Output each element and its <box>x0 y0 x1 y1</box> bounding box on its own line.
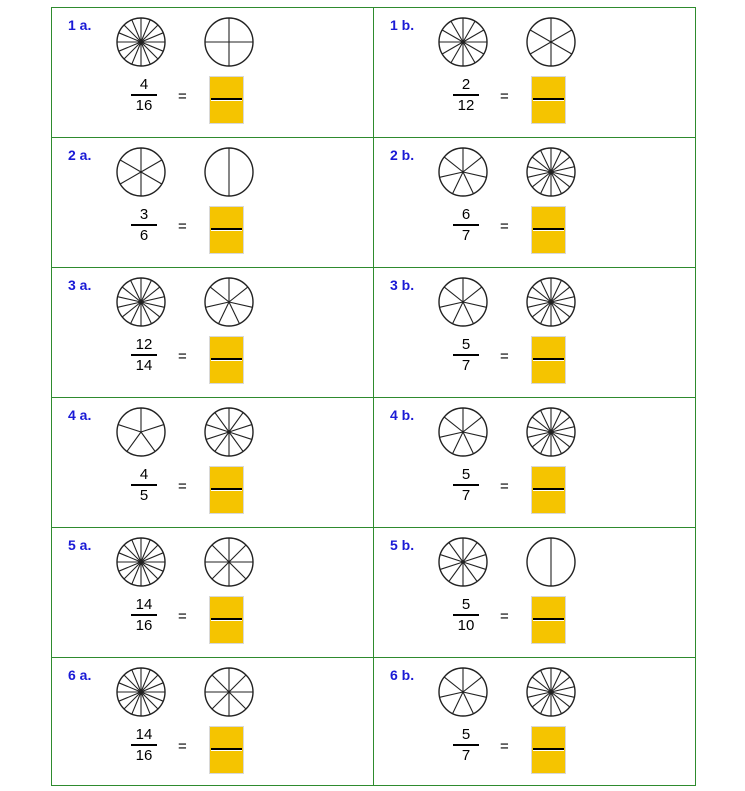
fraction-denominator: 6 <box>139 226 149 244</box>
problem-label: 3 a. <box>68 277 92 293</box>
given-fraction <box>450 76 482 114</box>
fraction-bar <box>453 484 479 486</box>
problem-label: 3 b. <box>390 277 415 293</box>
fraction-numerator: 14 <box>135 726 153 743</box>
given-fraction <box>450 726 482 764</box>
answer-input-box[interactable] <box>209 76 244 124</box>
fraction-numerator: 5 <box>461 726 471 743</box>
equals-sign: = <box>178 218 187 235</box>
answer-fraction-bar <box>533 748 564 751</box>
equals-sign: = <box>500 348 509 365</box>
target-wheel-icon <box>525 536 577 588</box>
fraction-numerator: 14 <box>135 596 153 613</box>
answer-input-box[interactable] <box>531 336 566 384</box>
fraction-denominator: 16 <box>135 96 153 114</box>
fraction-numerator: 5 <box>461 336 471 353</box>
fraction-numerator: 4 <box>139 466 149 483</box>
equals-sign: = <box>500 478 509 495</box>
fraction-wheel-icon <box>115 666 167 718</box>
answer-input-box[interactable] <box>531 76 566 124</box>
fraction-worksheet <box>51 7 696 786</box>
fraction-numerator: 12 <box>135 336 153 353</box>
problem-label: 6 a. <box>68 667 92 683</box>
fraction-denominator: 7 <box>461 356 471 374</box>
target-wheel-icon <box>525 146 577 198</box>
problem-label: 1 a. <box>68 17 92 33</box>
problem-label: 2 a. <box>68 147 92 163</box>
fraction-wheel-icon <box>437 276 489 328</box>
problem-cell <box>374 138 695 268</box>
problem-cell <box>52 8 374 138</box>
answer-fraction-bar <box>211 228 242 231</box>
fraction-bar <box>453 614 479 616</box>
fraction-denominator: 7 <box>461 486 471 504</box>
problem-label: 1 b. <box>390 17 415 33</box>
answer-fraction-bar <box>533 618 564 621</box>
answer-input-box[interactable] <box>209 596 244 644</box>
fraction-wheel-icon <box>437 16 489 68</box>
answer-input-box[interactable] <box>209 206 244 254</box>
fraction-bar <box>131 614 157 616</box>
equals-sign: = <box>500 88 509 105</box>
fraction-bar <box>453 224 479 226</box>
fraction-numerator: 5 <box>461 466 471 483</box>
fraction-bar <box>131 94 157 96</box>
answer-fraction-bar <box>211 618 242 621</box>
fraction-numerator: 4 <box>139 76 149 93</box>
target-wheel-icon <box>203 406 255 458</box>
answer-input-box[interactable] <box>531 206 566 254</box>
fraction-bar <box>453 354 479 356</box>
answer-input-box[interactable] <box>209 726 244 774</box>
answer-input-box[interactable] <box>531 466 566 514</box>
problem-label: 4 a. <box>68 407 92 423</box>
answer-input-box[interactable] <box>209 466 244 514</box>
fraction-wheel-icon <box>437 146 489 198</box>
fraction-bar <box>131 744 157 746</box>
problem-label: 4 b. <box>390 407 415 423</box>
fraction-bar <box>453 94 479 96</box>
fraction-denominator: 7 <box>461 226 471 244</box>
fraction-wheel-icon <box>115 536 167 588</box>
answer-fraction-bar <box>211 488 242 491</box>
fraction-bar <box>453 744 479 746</box>
given-fraction <box>450 466 482 504</box>
answer-fraction-bar <box>533 98 564 101</box>
fraction-wheel-icon <box>115 406 167 458</box>
problem-cell <box>52 138 374 268</box>
fraction-wheel-icon <box>115 16 167 68</box>
fraction-numerator: 6 <box>461 206 471 223</box>
target-wheel-icon <box>525 406 577 458</box>
answer-fraction-bar <box>211 98 242 101</box>
problem-cell <box>374 268 695 398</box>
equals-sign: = <box>178 738 187 755</box>
equals-sign: = <box>500 608 509 625</box>
given-fraction <box>450 336 482 374</box>
given-fraction <box>128 726 160 764</box>
fraction-bar <box>131 224 157 226</box>
fraction-wheel-icon <box>437 406 489 458</box>
equals-sign: = <box>500 218 509 235</box>
given-fraction <box>128 336 160 374</box>
fraction-denominator: 12 <box>457 96 475 114</box>
answer-fraction-bar <box>533 488 564 491</box>
problem-cell <box>374 658 695 785</box>
problem-cell <box>374 398 695 528</box>
target-wheel-icon <box>203 666 255 718</box>
answer-fraction-bar <box>533 358 564 361</box>
problem-cell <box>52 528 374 658</box>
answer-input-box[interactable] <box>531 726 566 774</box>
fraction-denominator: 16 <box>135 616 153 634</box>
equals-sign: = <box>178 88 187 105</box>
target-wheel-icon <box>525 666 577 718</box>
target-wheel-icon <box>203 16 255 68</box>
fraction-numerator: 3 <box>139 206 149 223</box>
given-fraction <box>128 596 160 634</box>
fraction-numerator: 5 <box>461 596 471 613</box>
answer-input-box[interactable] <box>209 336 244 384</box>
fraction-wheel-icon <box>115 276 167 328</box>
problem-cell <box>52 398 374 528</box>
target-wheel-icon <box>525 276 577 328</box>
fraction-wheel-icon <box>437 536 489 588</box>
fraction-denominator: 14 <box>135 356 153 374</box>
fraction-bar <box>131 354 157 356</box>
given-fraction <box>128 206 160 244</box>
problem-label: 2 b. <box>390 147 415 163</box>
fraction-numerator: 2 <box>461 76 471 93</box>
equals-sign: = <box>178 478 187 495</box>
answer-input-box[interactable] <box>531 596 566 644</box>
given-fraction <box>450 206 482 244</box>
target-wheel-icon <box>203 276 255 328</box>
fraction-wheel-icon <box>437 666 489 718</box>
answer-fraction-bar <box>533 228 564 231</box>
problem-label: 5 a. <box>68 537 92 553</box>
problem-cell <box>374 8 695 138</box>
fraction-bar <box>131 484 157 486</box>
target-wheel-icon <box>203 146 255 198</box>
target-wheel-icon <box>203 536 255 588</box>
fraction-denominator: 16 <box>135 746 153 764</box>
fraction-denominator: 5 <box>139 486 149 504</box>
target-wheel-icon <box>525 16 577 68</box>
fraction-wheel-icon <box>115 146 167 198</box>
equals-sign: = <box>500 738 509 755</box>
problem-cell <box>374 528 695 658</box>
problem-label: 5 b. <box>390 537 415 553</box>
fraction-denominator: 7 <box>461 746 471 764</box>
fraction-denominator: 10 <box>457 616 475 634</box>
problem-cell <box>52 658 374 785</box>
equals-sign: = <box>178 348 187 365</box>
answer-fraction-bar <box>211 748 242 751</box>
problem-cell <box>52 268 374 398</box>
equals-sign: = <box>178 608 187 625</box>
problem-label: 6 b. <box>390 667 415 683</box>
answer-fraction-bar <box>211 358 242 361</box>
given-fraction <box>450 596 482 634</box>
given-fraction <box>128 466 160 504</box>
given-fraction <box>128 76 160 114</box>
